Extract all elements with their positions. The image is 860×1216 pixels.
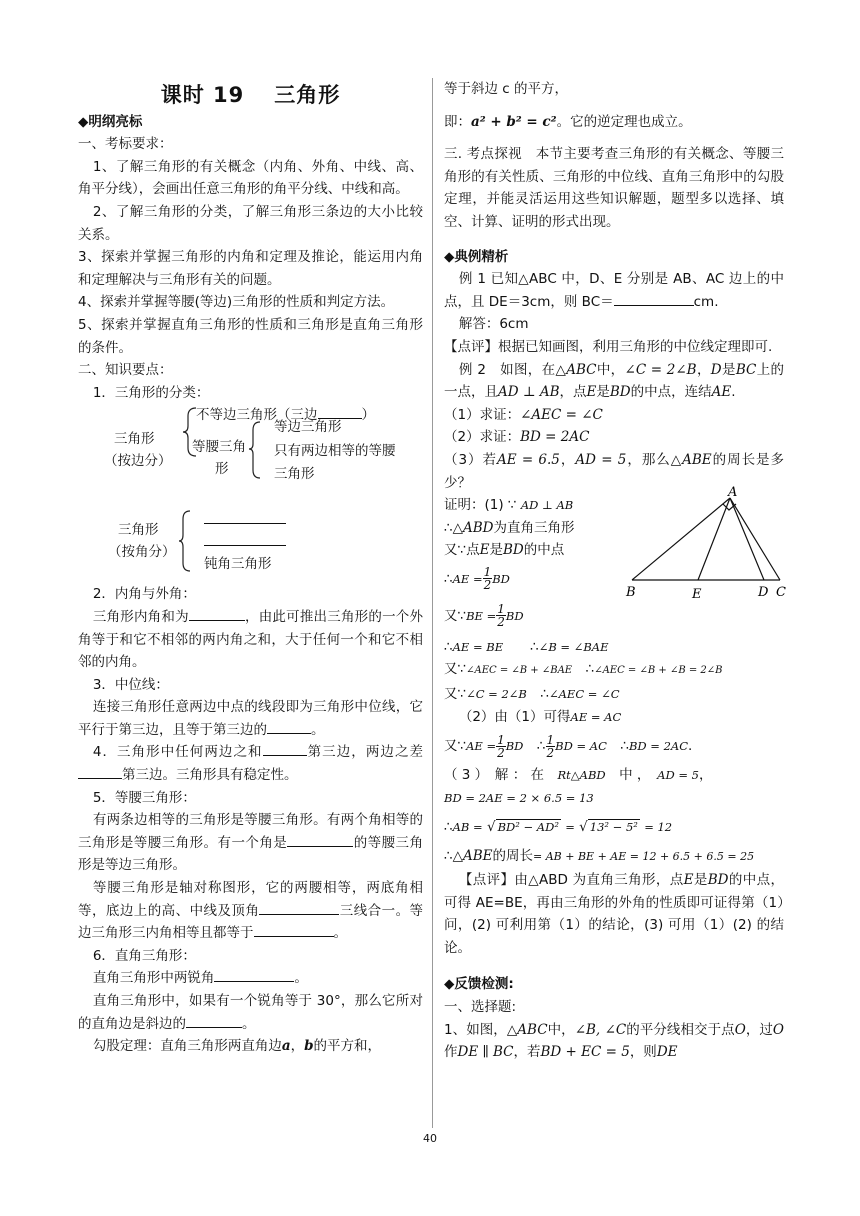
angles-text: 三角形内角和为 ，由此可推出三角形的一个外角等于和它不相邻的两内角之和，大于任何一个和它不相邻的内角。 (78, 606, 423, 674)
proof-line-2: ∴△ABD为直角三角形 (444, 519, 575, 536)
classification-heading: 1．三角形的分类： (92, 384, 210, 401)
angles-heading: 2．内角与外角： (92, 586, 196, 603)
right-triangle-text-1: 直角三角形中两锐角 。 (78, 967, 423, 990)
right-triangle-text-2: 直角三角形中，如果有一个锐角等于 30°，那么它所对的直角边是斜边的 。 (78, 993, 423, 1032)
title-lesson: 课时 19 (160, 83, 245, 107)
tree-root-angles-sub: （按角分） (108, 544, 176, 561)
tree-leaf-equilateral: 等边三角形 (274, 419, 342, 436)
page-number: 40 (423, 1132, 437, 1145)
exam-focus: 三. 考点探视 本节主要考查三角形的有关概念、等腰三角形的有关性质、三角形的中位线、直角三角形中的勾股定理，并能灵活运用这些知识解题，题型多以选择、填空、计算、证明的形式出现。 (444, 146, 784, 230)
isosceles-text-2: 等腰三角形是轴对称图形，它的两腰相等，两底角相等，底边上的高、中线及顶角 三线合一。等边三角形三内角相等且都等于 。 (78, 880, 424, 942)
title-topic: 三角形 (274, 83, 341, 107)
section-key-points: 二、知识要点： (78, 362, 173, 379)
question-1: （1）求证：∠AEC = ∠C (444, 406, 603, 423)
isosceles-heading: 5．等腰三角形： (92, 789, 196, 806)
fraction-half: $\frac{1}{2}$ (497, 732, 505, 760)
requirement-3: 3、探索并掌握三角形的内角和定理及推论，能运用内角和定理解决与三角形有关的问题。 (78, 249, 423, 288)
pythagoras-formula-line: 即：a² + b² = c²。它的逆定理也成立。 (444, 113, 692, 130)
feedback-question-1: 1、如图，△ABC中，∠B, ∠C的平分线相交于点O，过O作DE ∥ BC，若BD + EC = 5，则DE (444, 1021, 784, 1061)
label-d: D (758, 585, 769, 601)
section-choice: 一、选择题: (444, 999, 517, 1015)
fraction-half: $\frac{1}{2}$ (546, 732, 555, 760)
example-2: 例 2 如图，在△ABC中，∠C = 2∠B，D是BC上的一点，且AD ⊥ AB，点E是BD的中点，连结AE. (444, 361, 785, 401)
midline-text: 连接三角形任意两边中点的线段即为三角形中位线，它平行于第三边，且等于第三边的 。 (78, 699, 423, 738)
proof-line-9: （2）由（1）可得AE = AC (458, 708, 622, 725)
classification-by-sides (78, 406, 423, 501)
left-column (78, 78, 423, 1058)
tree-branch-scalene: 不等边三角形（三边 ） (196, 404, 375, 427)
pythagoras-continued: 等于斜边 c 的平方， (444, 81, 569, 97)
proof-line-1: 证明：(1) ∵ AD ⊥ AB (444, 497, 574, 514)
right-column (444, 78, 784, 1064)
tree-root-sides: 三角形 (114, 431, 155, 448)
label-c: C (776, 585, 786, 601)
tree-root-angles: 三角形 (118, 522, 159, 539)
requirement-2: 2、了解三角形的分类，了解三角形三条边的大小比较关系。 (78, 203, 423, 243)
requirement-5: 5、探索并掌握直角三角形的性质和三角形是直角三角形的条件。 (78, 316, 423, 356)
tree-root-sides-sub: （按边分） (104, 453, 172, 470)
example-1-answer: 解答：6cm (458, 316, 529, 333)
requirement-1: 1、了解三角形的有关概念（内角、外角、中线、高、角平分线），会画出任意三角形的角平分线、中线和高。 (78, 158, 423, 198)
midline-heading: 3．中位线： (92, 676, 169, 693)
section-examples: ◆典例精析 (444, 248, 509, 265)
question-2: （2）求证：BD = 2AC (444, 429, 590, 446)
isosceles-text-1: 有两条边相等的三角形是等腰三角形。有两个角相等的三角形是等腰三角形。有一个角是 的等腰三角形是等边三角形。 (78, 812, 423, 874)
tree-leaf-isosceles-only: 只有两边相等的等腰 (274, 443, 396, 460)
proof-line-3: 又∵点E是BD的中点 (444, 542, 565, 559)
pythagoras-text: 勾股定理：直角三角形两直角边a，b的平方和， (92, 1038, 382, 1055)
example-1: 例 1 已知△ABC 中，D、E 分别是 AB、AC 边上的中点，且 DE＝3cm，则 BC＝ cm. (444, 271, 784, 310)
tree-branch-isosceles-2: 形 (215, 461, 229, 478)
section-feedback: ◆反馈检测: (444, 976, 514, 993)
label-a: A (728, 485, 738, 501)
proof-line-13: ∴AB = √ BD² − AD² = √ 13² − 5² = 12 (444, 819, 673, 836)
segment-ad (730, 498, 764, 580)
fraction-half: $\frac{1}{2}$ (497, 602, 505, 630)
label-b: B (626, 585, 636, 601)
sides-text: 4．三角形中任何两边之和 第三边，两边之差第三边。三角形具有稳定性。 (78, 741, 423, 786)
blank-acute (204, 509, 286, 524)
proof-line-10: 又∵AE = $\frac{1}{2}$ BD ∴ $\frac{1}{2}$ BD = AC ∴BD = 2AC. (444, 732, 693, 760)
example-1-comment: 【点评】根据已知画图，利用三角形的中位线定理即可. (444, 338, 773, 355)
proof-line-4: ∴AE = $\frac{1}{2}$ BD (444, 565, 510, 593)
requirement-4: 4、探索并掌握等腰(等边)三角形的性质和判定方法。 (78, 294, 395, 311)
tree-leaf-obtuse: 钝角三角形 (204, 556, 272, 573)
proof-line-11: （ 3 ） 解 ： 在 Rt△ABD 中 ， AD = 5， (444, 767, 713, 784)
column-divider (432, 78, 433, 1128)
label-e: E (692, 587, 702, 603)
fraction-half: $\frac{1}{2}$ (483, 565, 492, 593)
tree-leaf-isosceles-only-2: 三角形 (274, 466, 315, 483)
proof-line-14: ∴△ABE的周长= AB + BE + AE = 12 + 6.5 + 6.5 = 25 (444, 848, 755, 865)
proof-line-7: 又∵∠AEC = ∠B + ∠BAE ∴∠AEC = ∠B + ∠B = 2∠B (444, 661, 723, 678)
section-requirements: 一、考标要求： (78, 136, 173, 153)
pythagoras-formula: a² + b² = c² (471, 113, 557, 130)
proof-line-12: BD = 2AE = 2 × 6.5 = 13 (444, 790, 594, 805)
segment-ac (730, 498, 780, 580)
proof-line-8: 又∵∠C = 2∠B ∴∠AEC = ∠C (444, 686, 620, 703)
example-2-comment: 【点评】由△ABD 为直角三角形，点E是BD的中点，可得 AE=BE，再由三角形的外角的性质即可证得第（1）问，(2) 可利用第（1）的结论，(3) 可用（1）(2) 的结论。 (444, 872, 785, 956)
segment-ae (698, 498, 730, 580)
triangle-figure (622, 484, 792, 602)
classification-by-angles (78, 509, 423, 581)
page-title (78, 84, 423, 107)
right-triangle-heading: 6．直角三角形： (92, 947, 196, 964)
blank-right (204, 531, 286, 546)
section-outline: ◆明纲亮标 (78, 113, 143, 130)
brace-isosceles (248, 420, 264, 480)
proof-line-5: 又∵BE = $\frac{1}{2}$ BD (444, 602, 524, 630)
brace-angles (178, 509, 194, 573)
proof-line-6: ∴AE = BE ∴∠B = ∠BAE (444, 638, 609, 655)
tree-branch-isosceles: 等腰三角 (192, 439, 246, 456)
question-3: （3）若AE = 6.5，AD = 5，那么△ABE的周长是多少？ (444, 451, 785, 491)
segment-ab (632, 498, 730, 580)
